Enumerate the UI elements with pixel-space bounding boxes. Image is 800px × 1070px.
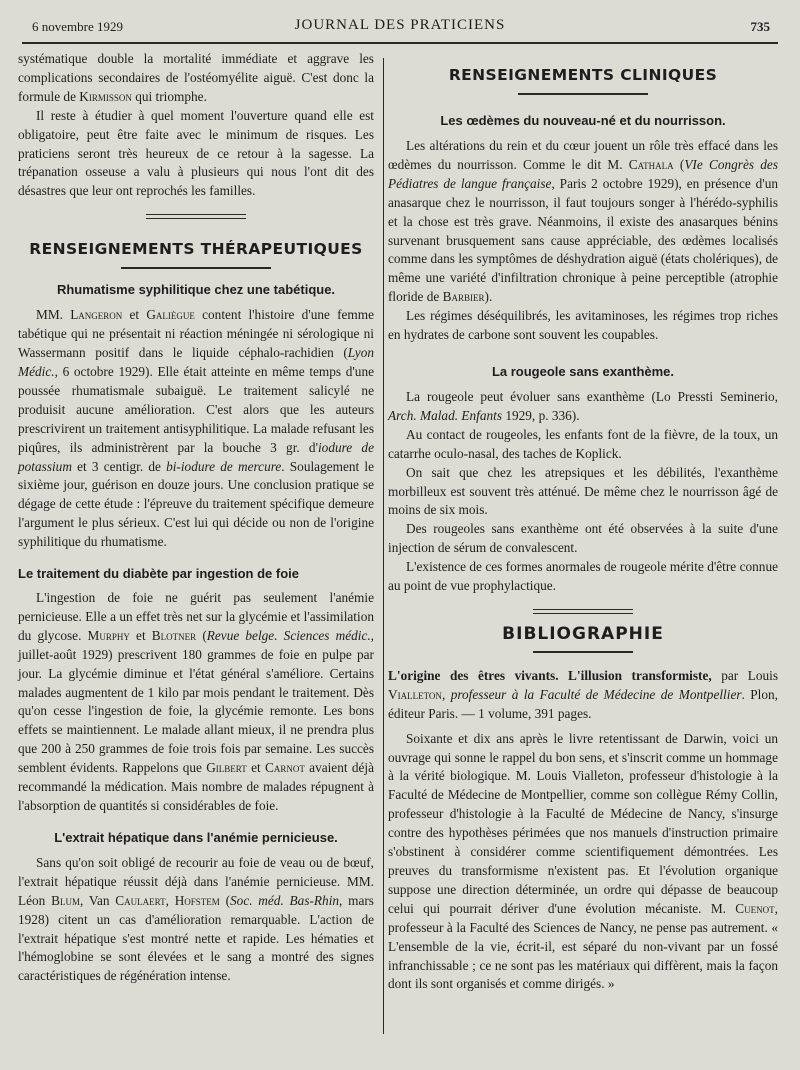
paragraph: On sait que chez les atrepsiques et les débilités, l'exanthème morbilleux est souvent très atténué. De même chez le nourrisson âgé de moins de six mois. xyxy=(388,464,778,518)
paragraph: L'existence de ces formes anormales de rougeole mérite d'être connue au point de vue prophylactique. xyxy=(388,559,778,594)
article-title-extrait: L'extrait hépatique dans l'anémie pernicieuse. xyxy=(54,829,338,845)
right-column xyxy=(388,56,778,994)
section-title-cliniques: RENSEIGNEMENTS CLINIQUES xyxy=(448,66,718,84)
article-title-diabete: Le traitement du diabète par ingestion de foie xyxy=(18,566,299,582)
article-title-oedemes: Les œdèmes du nouveau-né et du nourrisson. xyxy=(440,113,726,128)
article-body-oedemes: Les altérations du rein et du cœur jouent un rôle très effacé dans les œdèmes du nourrisson. Comme le dit M. Cathala (VIe Congrès des Pédiatres de langue française, Paris 2 octobre 1929), en présence d'un anasarque chez le nourrisson, il faut toujours songer à l'hérédo-syphilis et la chose est très grave. Néanmoins, il existe des anasarques bénins survenant brusquement sans cause appréciable, des œdèmes localisés comme dans les symptômes de déshydration aiguë (états cholériques), de même une variété d'infiltration chronique à peine perceptible (atrophie floride de Barbier). xyxy=(388,138,779,305)
column-divider xyxy=(383,58,384,1034)
article-title-rhumatisme: Rhumatisme syphilitique chez une tabétique. xyxy=(56,282,336,298)
paragraph: Les régimes déséquilibrés, les avitaminoses, les régimes trop riches en hydrates de carbone sont souvent les coupables. xyxy=(388,308,778,343)
article-body-diabete: L'ingestion de foie ne guérit pas seulement l'anémie pernicieuse. Elle a un effet très net sur la glycémie et l'assimilation du glycose. Murphy et Blotner (Revue belge. Sciences médic., juillet-août 1929) prescrivent 180 grammes de foie en pulpe par jour. La glycémie diminue et l'état général s'améliore. Certains malades augmentent de 1 kilo par mois pendant le traitement. Dès qu'on cesse l'ingestion de foie, la glycémie remonte. Les bons effets se maintiennent. Le malade allant mieux, il ne prendra plus que 200 à 250 grammes de foie trois fois par semaine. Les succès semblent évidents. Rappelons que Gilbert et Carnot avaient déjà recommandé la médication. Mais nombre de malades répugnent à l'absorption de quantités si considérables de foie. xyxy=(18,590,375,813)
issue-date: 6 novembre 1929 xyxy=(32,19,123,34)
book-reference: L'origine des êtres vivants. L'illusion transformiste, par Louis Vialleton, professeur à la Faculté de Médecine de Montpellier. Plon, éditeur Paris. — 1 volume, 391 pages. xyxy=(388,667,778,721)
section-title-bibliographie: BIBLIOGRAPHIE xyxy=(502,623,664,644)
article-body-rhumatisme: MM. Langeron et Galiègue content l'histoire d'une femme tabétique qui ne présentait ni réaction méningée ni sérologique ni Wassermann positif dans le liquide céphalo-rachidien (Lyon Médic., 6 octobre 1929). Elle était atteinte en même temps d'une poussée rhumatismale subaiguë. Le traitement salicylé ne produisit aucune amélioration. C'est alors que les auteurs prescrivirent un traitement antisyphilitique. La malade refusant les piqûres, ils administrèrent par la bouche 3 gr. d'iodure de potassium et 3 centigr. de bi-iodure de mercure. Soulagement le sixième jour, guérison en douze jours. Une conclusion pratique se dégage de cette étude : l'épreuve du traitement spécifique demeure l'argument le plus sérieux. C'est lui qui décide ou non de l'origine syphilitique du rhumatisme. xyxy=(18,307,375,550)
journal-title: JOURNAL DES PRATICIENS xyxy=(294,17,506,33)
page-header xyxy=(0,0,800,40)
book-review: Soixante et dix ans après le livre retentissant de Darwin, voici un ouvrage qui sonne le rappel du bon sens, et s'inscrit comme un hommage à la vérité biologique. M. Louis Vialleton, professeur d'histologie à la Faculté de Médecine de Montpellier, comme son collègue Rémy Collin, professeur d'histologie à la Faculté de Médecine de Nancy, s'insurge contre des hypothèses périmées que nos manuels d'instruction primaire s'obstinent à considérer comme scientifiquement démontrées. Les preuves du transformisme n'existent pas. Et l'évolution organique suppose une direction déterminée, un ordre qui dépasse de beaucoup celui qui pourrait dériver d'une évolution mécaniste. M. Cuenot, professeur à la Faculté des Sciences de Nancy, ne pense pas autrement. « L'ensemble de la vie, écrit-il, est séparé du non-vivant par un fossé infranchissable ; ce ne sont pas les matériaux qui diffèrent, mais la façon dont ils sont organisés et comme dirigés. » xyxy=(388,730,778,992)
section-title-therapeutiques: RENSEIGNEMENTS THÉRAPEUTIQUES xyxy=(29,240,363,259)
author-name: Kirmisson xyxy=(79,88,132,104)
article-body-extrait: Sans qu'on soit obligé de recourir au foie de veau ou de bœuf, l'extrait hépatique réussit déjà dans l'anémie pernicieuse. MM. Léon Blum, Van Caulaert, Hofstem (Soc. méd. Bas-Rhin, mars 1928) citent un cas d'amélioration remarquable. L'action de l'extrait hépatique s'est montré nette et rapide. Les hématies et l'hémoglobine se sont élevées et le sang a montré des signes caractéristiques de régénération intense. xyxy=(18,854,374,984)
book-title: L'origine des êtres vivants. L'illusion transformiste, xyxy=(388,667,712,683)
page-number: 735 xyxy=(750,19,770,34)
article-title-rougeole: La rougeole sans exanthème. xyxy=(491,363,675,379)
paragraph: Au contact de rougeoles, les enfants font de la fièvre, de la toux, un catarrhe oculo-nasal, des taches de Koplick. xyxy=(388,426,778,461)
header-rule xyxy=(22,42,778,44)
continued-paragraph: systématique double la mortalité immédiate et aggrave les complications secondaires de l'ostéomyélite aiguë. C'est donc la formule de Kirmisson qui triomphe. xyxy=(18,51,374,104)
paragraph: Il reste à étudier à quel moment l'ouverture quand elle est obligatoire, peut être faite avec le minimum de risques. Les praticiens seront très heureux de ce retour à la sagesse. La trépanation osseuse a valu à plusieurs qui nous l'ont dit des désastres que leur ont reprochés les familles. xyxy=(18,107,374,199)
article-body-rougeole: La rougeole peut évoluer sans exanthème (Lo Pressti Seminerio, Arch. Malad. Enfants 1929, p. 336). xyxy=(388,388,778,423)
paragraph: Des rougeoles sans exanthème ont été observées à la suite d'une injection de sérum de convalescent. xyxy=(388,521,778,556)
left-column xyxy=(18,50,374,986)
